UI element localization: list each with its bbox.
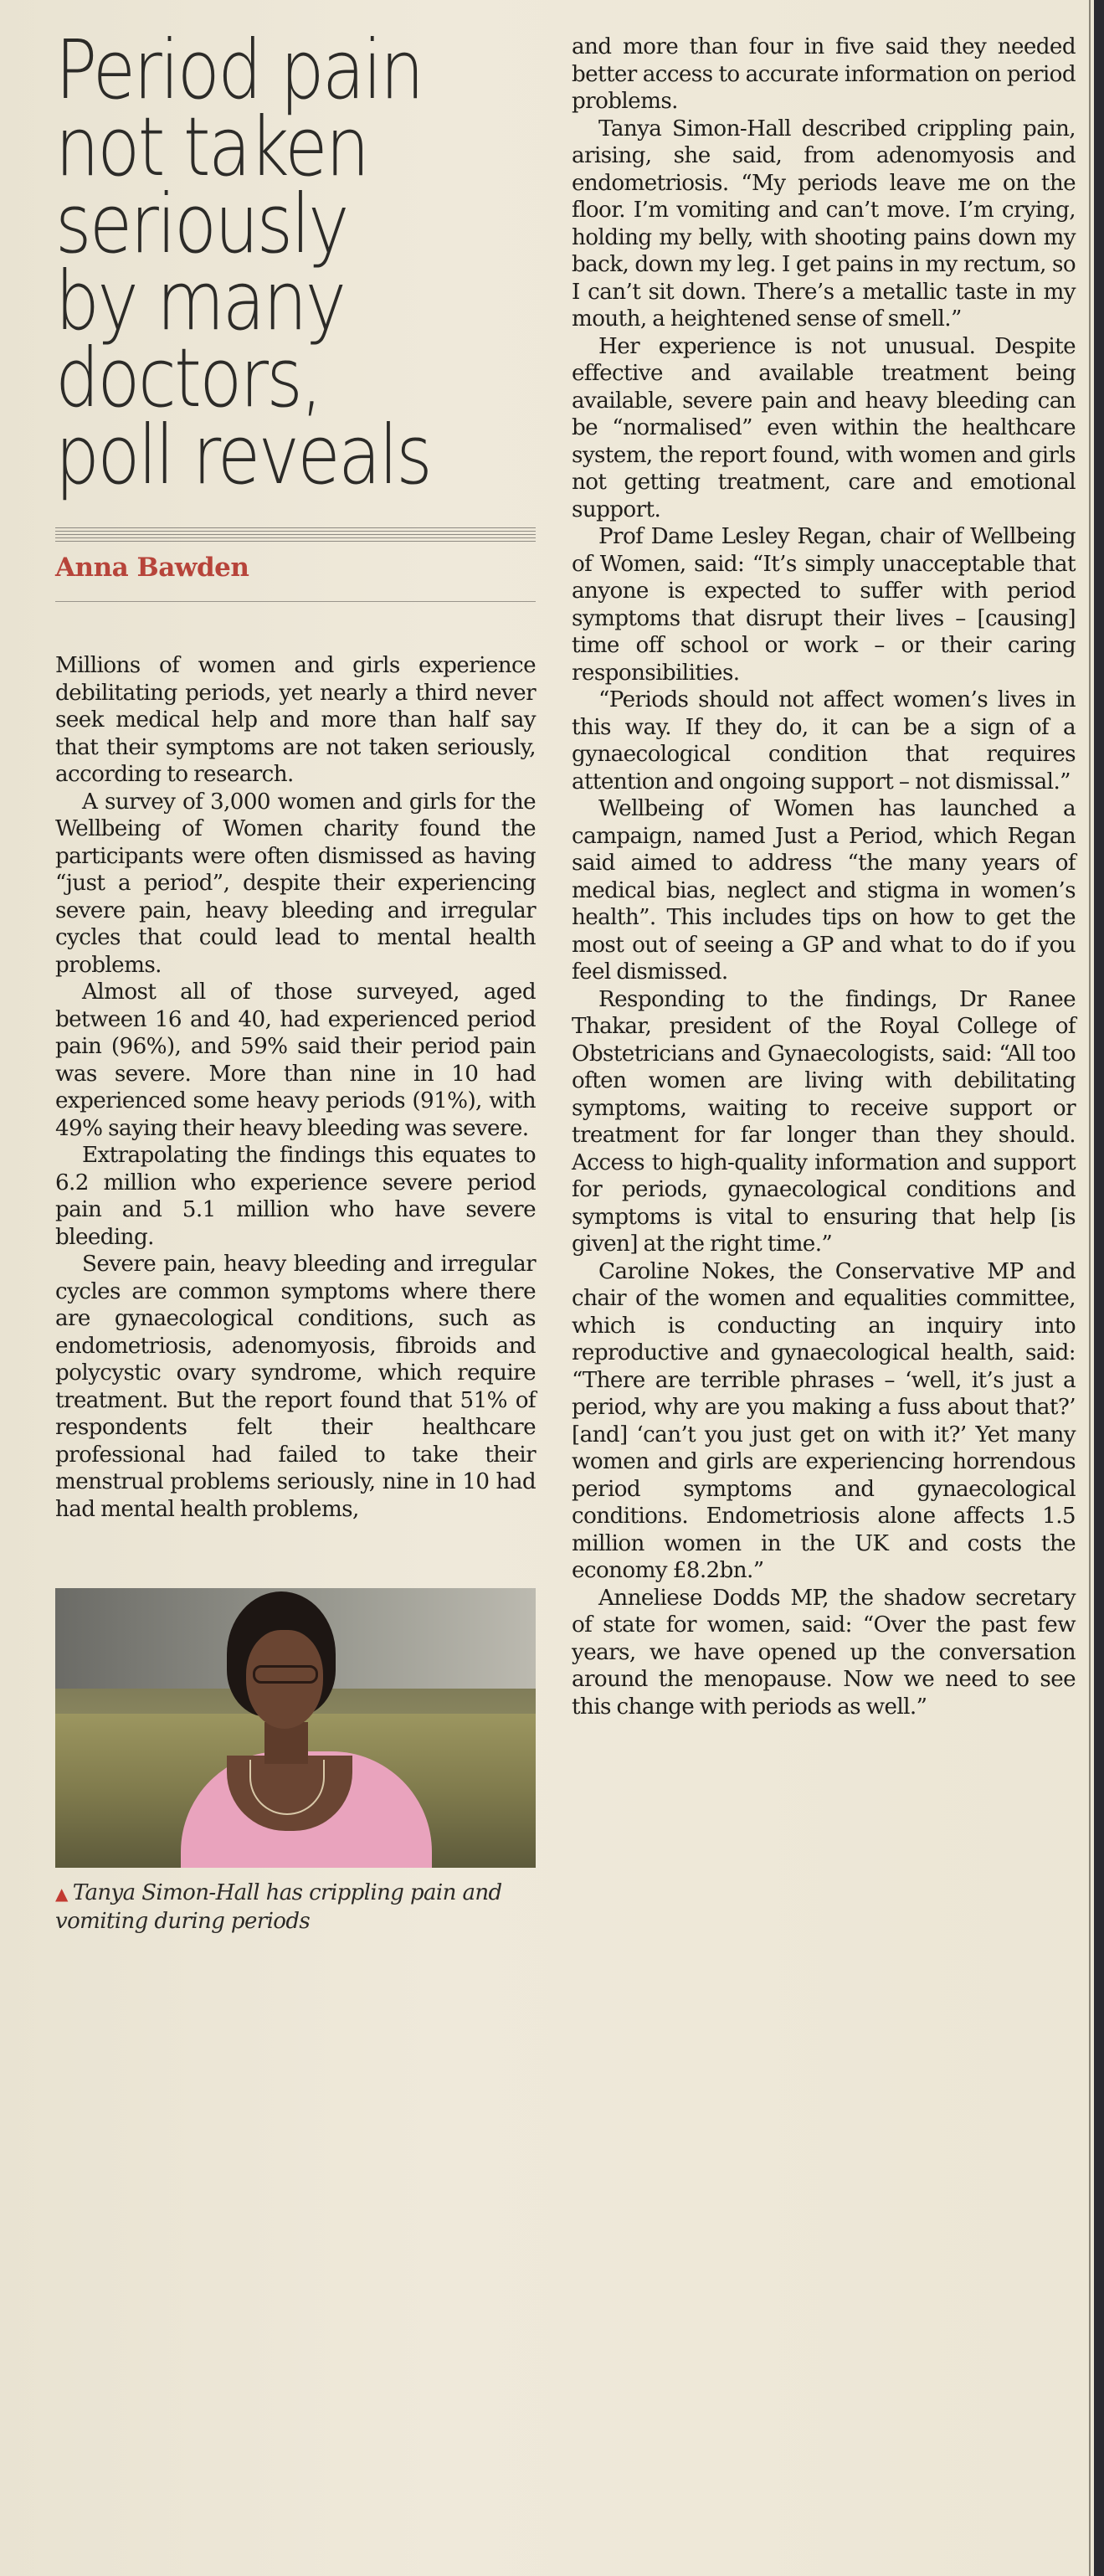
paragraph: Severe pain, heavy bleeding and irregular cycles are common symptoms where there are gynaecological conditions, such as endometriosis, adenomyosis, fibroids and polycystic ovary syndrome, which require treatment. But the report found that 51% of respondents felt their healthcare professional had failed to take their menstrual problems seriously, nine in 10 had had mental health problems, bbox=[55, 1252, 536, 1522]
paragraph: Millions of women and girls experience debilitating periods, yet nearly a third never seek medical help and more than half say that their symptoms are not taken seriously, according to research. bbox=[55, 653, 536, 787]
paragraph: “Periods should not affect women’s lives in this way. If they do, it can be a sign of a gynaecological condition that requires attention and ongoing support – not dismissal.” bbox=[572, 687, 1076, 794]
caption-triangle-icon: ▲ bbox=[55, 1884, 68, 1904]
photo-caption: ▲ Tanya Simon-Hall has crippling pain and vomiting during periods bbox=[55, 1880, 502, 1934]
article-body-left bbox=[55, 652, 536, 1523]
right-column bbox=[572, 33, 1076, 1720]
byline-divider bbox=[55, 601, 536, 602]
paragraph: Tanya Simon-Hall described crippling pain, arising, she said, from adenomyosis and endometriosis. “My periods leave me on the floor. I’m vomiting and can’t move. I’m crying, holding my belly, with shooting pains down my back, down my leg. I get pains in my rectum, so I can’t sit down. There’s a metallic taste in my mouth, a heightened sense of smell.” bbox=[572, 116, 1076, 332]
article-photo bbox=[55, 1588, 536, 1868]
paragraph: Responding to the findings, Dr Ranee Thakar, president of the Royal College of Obstetricians and Gynaecologists, said: “All too often women are living with debilitating symptoms, waiting to receive support or treatment for far longer than they should. Access to high-quality information and support for periods, gynaecological conditions and symptoms is vital to ensuring that help [is given] at the right time.” bbox=[572, 986, 1076, 1257]
article-body-right bbox=[572, 33, 1076, 1720]
left-column bbox=[55, 23, 536, 1936]
paragraph: A survey of 3,000 women and girls for the Wellbeing of Women charity found the participants were often dismissed as having “just a period”, despite their experiencing severe pain, heavy bleeding and irregular cycles that could lead to mental health problems. bbox=[55, 789, 536, 978]
paragraph: Wellbeing of Women has launched a campaign, named Just a Period, which Regan said aimed to address “the many years of medical bias, neglect and stigma in women’s health”. This includes tips on how to get the most out of seeing a GP and what to do if you feel dismissed. bbox=[572, 796, 1076, 985]
page-edge-strip bbox=[1094, 0, 1104, 2576]
byline: Anna Bawden bbox=[55, 553, 249, 583]
headline-rule bbox=[55, 527, 536, 556]
paragraph: Anneliese Dodds MP, the shadow secretary of state for women, said: “Over the past few years, we have opened up the conversation around the menopause. Now we need to see this change with periods as well.” bbox=[572, 1585, 1076, 1720]
paragraph: Extrapolating the findings this equates to 6.2 million who experience severe period pain and 5.1 million who have severe bleeding. bbox=[55, 1143, 536, 1250]
headline: Period pain not taken seriously by many doctors, poll reveals bbox=[55, 23, 431, 502]
paragraph: Prof Dame Lesley Regan, chair of Wellbeing of Women, said: “It’s simply unacceptable that anyone is expected to suffer with period symptoms that disrupt their lives – [causing] time off school or work – or their caring responsibilities. bbox=[572, 524, 1076, 686]
paragraph: Her experience is not unusual. Despite effective and available treatment being available, severe pain and heavy bleeding can be “normalised” even within the healthcare system, the report found, with women and girls not getting treatment, care and emotional support. bbox=[572, 333, 1076, 522]
paragraph: Almost all of those surveyed, aged between 16 and 40, had experienced period pain (96%), and 59% said their period pain was severe. More than nine in 10 had experienced some heavy periods (91%), with 49% saying their heavy bleeding was severe. bbox=[55, 979, 536, 1141]
paragraph: Caroline Nokes, the Conservative MP and chair of the women and equalities committee, which is conducting an inquiry into reproductive and gynaecological health, said: “There are terrible phrases – ‘well, it’s just a period, why are you making a fuss about that?’ [and] ‘can’t you just get on with it?’ Yet many women and girls are experiencing horrendous period symptoms and gynaecological conditions. Endometriosis alone affects 1.5 million women in the UK and costs the economy £8.2bn.” bbox=[572, 1258, 1076, 1583]
paragraph: and more than four in five said they needed better access to accurate information on period problems. bbox=[572, 34, 1076, 114]
